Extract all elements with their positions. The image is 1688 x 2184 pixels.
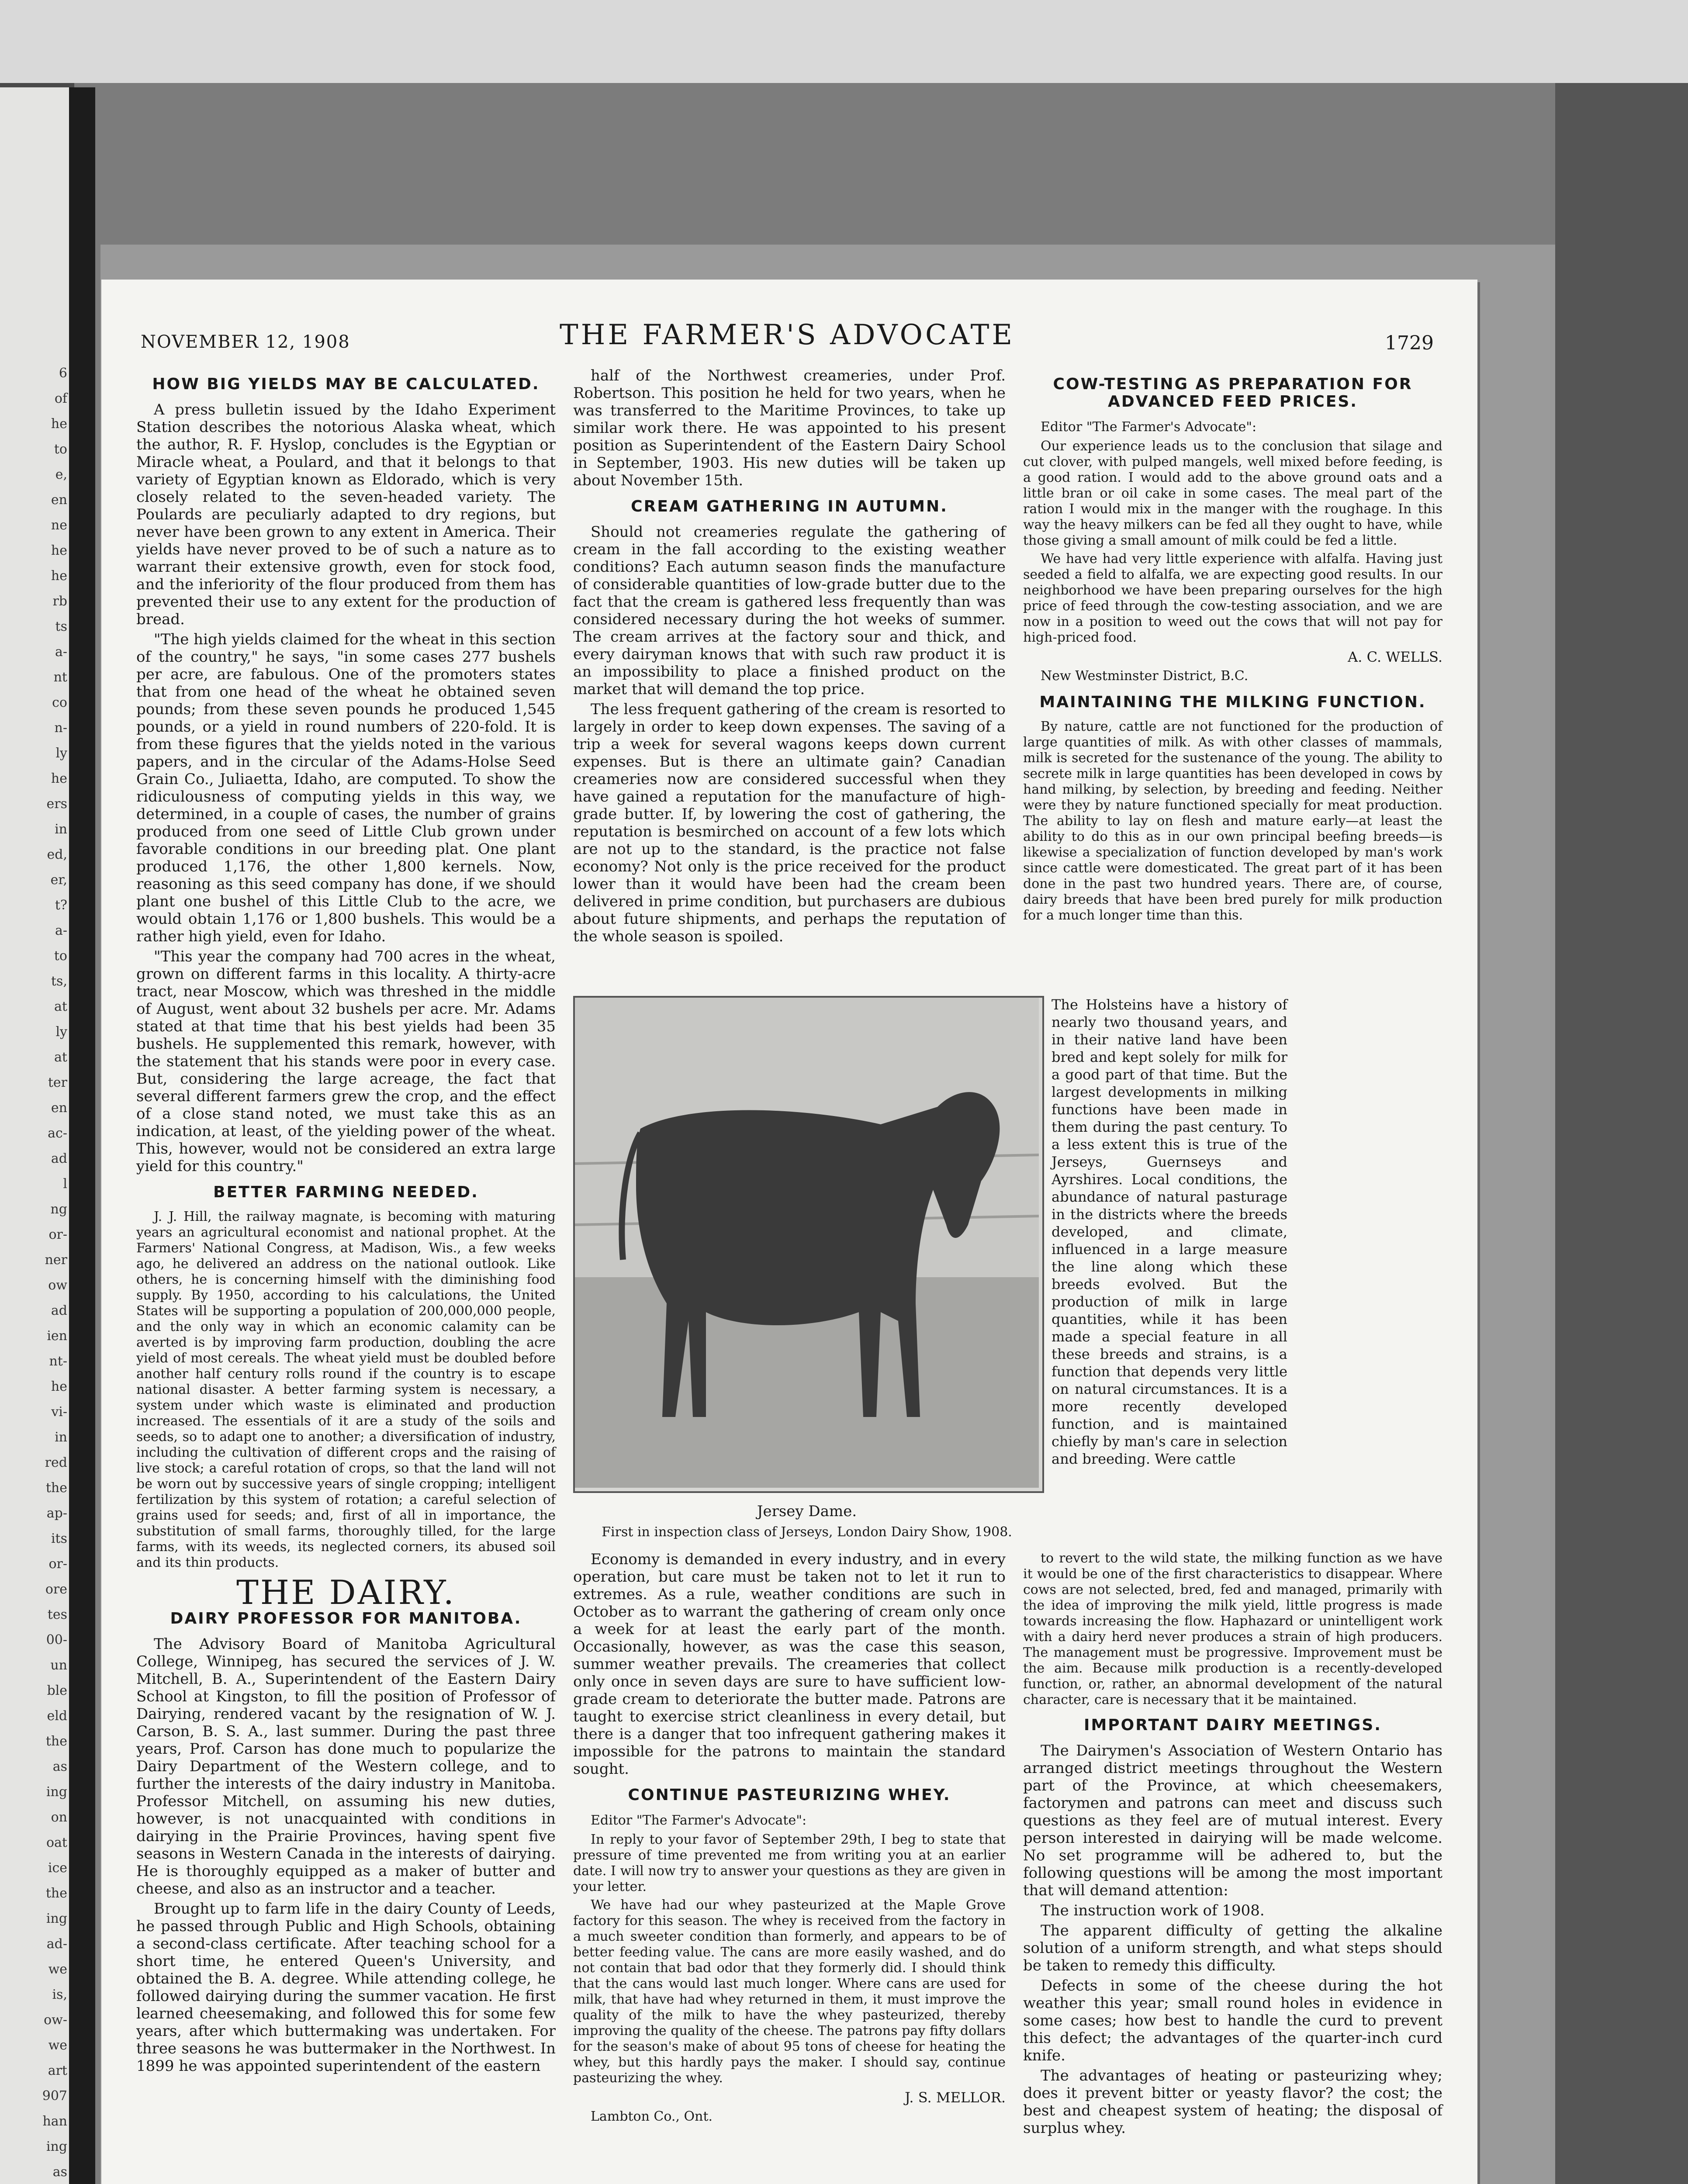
facing-page-fragment: ly: [55, 746, 67, 761]
letter-signature: A. C. WELLS.: [1348, 649, 1442, 665]
facing-page-fragment: or-: [48, 1227, 67, 1242]
article-paragraph: "The high yields claimed for the wheat in this section of the country," he says, "in some cases 277 bushels per acre, are fabulous. One of the promoters states that from one head of the wheat he obtained seven pounds; from these seven pounds he produced 1,545 pounds, or a yield in round numbers of 220-fold. It is from these figures that the yields noted in the various papers, and in the circular of the Adams-Holse Seed Grain Co., Juliaetta, Idaho, are computed. To show the ridiculousness of computing yields in this way, we determined, in a couple of cases, the number of grains produced from one seed of Little Club grown under favorable conditions in our breeding plat. One plant produced 1,176, the other 1,800 kernels. Now, reasoning as this seed company has done, if we should plant one bushel of this Little Club to the acre, we would obtain 1,176 or 1,800 bushels. This would be a rather high yield, even for Idaho.: [136, 631, 556, 945]
article-paragraph: The instruction work of 1908.: [1041, 1902, 1265, 1919]
article-paragraph: Should not creameries regulate the gathering of cream in the fall according to the existing weather conditions? Each autumn season finds the manufacture of considerable quantities of low-grade butter due to the fact that the cream is gathered less frequently than was considered necessary during the hot weeks of summer. The cream arrives at the factory sour and thick, and every dairyman knows that with such raw product it is an impossibility to place a finished product on the market that will demand the top price.: [573, 523, 1006, 698]
article-heading: IMPORTANT DAIRY MEETINGS.: [1084, 1716, 1382, 1734]
article-paragraph: In reply to your favor of September 29th, I beg to state that pressure of time prevented me from writing you at an earlier date. I will now try to answer your questions as they are given in your letter.: [573, 1832, 1006, 1894]
article-paragraph: to revert to the wild state, the milking function as we have it would be one of the first characteristics to disappear. Where cows are not selected, bred, fed and managed, primarily with the idea of improving the milk yield, little progress is made towards increasing the flow. Haphazard or unintelligent work with a dairy herd never produces a strain of high producers. The management must be progressive. Improvement must be the aim. Because milk production is a recently-developed function, or, rather, an abnormal development of the natural character, care is necessary that it be maintained.: [1023, 1551, 1442, 1707]
article-paragraph: "This year the company had 700 acres in the wheat, grown on different farms in this locality. A thirty-acre tract, near Moscow, which was threshed in the middle of August, went about 32 bushels per acre. Mr. Adams stated at that time that his best yields had been 35 bushels. He supplemented this remark, however, with the statement that his stands were poor in every case. But, considering the large acreage, the fact that several different farmers grew the crop, and the effect of a close stand noted, we must take this as an indication, at least, of the yielding power of the wheat. This, however, would not be considered an extra large yield for this country.": [136, 948, 556, 1175]
column-3-bottom: [1023, 1551, 1442, 2139]
editor-salutation: Editor "The Farmer's Advocate":: [1041, 419, 1257, 435]
facing-page-fragment: l: [63, 1176, 67, 1192]
issue-date: NOVEMBER 12, 1908: [141, 332, 350, 352]
facing-page-fragment: in: [55, 822, 67, 837]
facing-page-fragment: a-: [55, 644, 67, 660]
column-1: [136, 367, 556, 2077]
facing-page-fragment: ice: [48, 1860, 67, 1876]
facing-page-fragment: the: [45, 1480, 67, 1496]
article-heading: HOW BIG YIELDS MAY BE CALCULATED.: [152, 375, 540, 393]
letter-location: New Westminster District, B.C.: [1041, 668, 1249, 684]
letter-signature: J. S. MELLOR.: [905, 2089, 1006, 2106]
facing-page-fragment: ed,: [47, 847, 67, 862]
facing-page-fragment: ng: [50, 1202, 67, 1217]
figure-title: Jersey Dame.: [757, 1503, 857, 1520]
facing-page-fragment: ers: [46, 796, 67, 812]
facing-page-fragment: the: [45, 1886, 67, 1901]
newspaper-page: [101, 280, 1477, 2184]
article-paragraph: Economy is demanded in every industry, and in every operation, but care must be taken not to let it run to extremes. As a rule, weather conditions are such in October as to warrant the gathering of cream only once a week for at least the early part of the month. Occasionally, however, as was the case this season, summer weather prevails. The creameries that collect only once in seven days are sure to have sufficient low-grade cream to deteriorate the butter made. Patrons are taught to exercise strict cleanliness in every detail, but there is a danger that too infrequent gathering makes it impossible for the patrons to maintain the standard sought.: [573, 1551, 1006, 1778]
facing-page-fragment: e,: [55, 467, 67, 482]
article-heading: MAINTAINING THE MILKING FUNCTION.: [1039, 693, 1426, 711]
facing-page-fragment: 907: [42, 2088, 67, 2104]
book-gutter: [69, 87, 95, 2184]
facing-page-fragment: rb: [52, 594, 67, 609]
editor-salutation: Editor "The Farmer's Advocate":: [591, 1813, 807, 1828]
article-paragraph: The less frequent gathering of the cream is resorted to largely in order to keep down expenses. The saving of a trip a week for several wagons keeps down current expenses. But is there an ultimate gain? Canadian creameries now are considered successful when they have gained a reputation for the manufacture of high-grade butter. If, by lowering the cost of gathering, the reputation is besmirched on account of a few lots which are not up to the standard, is the practice not false economy? Not only is the price received for the product lower than it would have been had the cream been delivered in prime condition, but purchasers are dubious about future shipments, and perhaps the reputation of the whole season is spoiled.: [573, 701, 1006, 945]
masthead: THE FARMER'S ADVOCATE: [559, 319, 1015, 351]
article-paragraph: The Dairymen's Association of Western Ontario has arranged district meetings throughout the Western part of the Province, at which cheesemakers, factorymen and patrons can meet and discuss such questions as they feel are of mutual interest. Every person interested in dairying will be made welcome. No set programme will be adhered to, but the following questions will be among the most important that will demand attention:: [1023, 1742, 1442, 1899]
facing-page-fragment: ien: [47, 1328, 67, 1344]
facing-page-fragment: en: [51, 492, 67, 508]
facing-page-fragment: ap-: [46, 1506, 67, 1521]
facing-page-fragment: eld: [47, 1708, 67, 1724]
scan-frame-top: [0, 0, 1688, 83]
cow-silhouette-image: [575, 998, 1039, 1488]
facing-page-fragment: ne: [51, 518, 67, 533]
facing-page-fragment: ad-: [46, 1936, 67, 1952]
facing-page-fragment: the: [45, 1734, 67, 1749]
article-paragraph: We have had very little experience with alfalfa. Having just seeded a field to alfalfa, we are expecting good results. In our neighborhood we have been preparing ourselves for the high price of feed through the cow-testing association, and we are now in a position to weed out the cows that will not pay for high-priced food.: [1023, 551, 1442, 645]
article-paragraph: Our experience leads us to the conclusion that silage and cut clover, with pulped mangels, well mixed before feeding, is a good ration. I would add to the above ground oats and a little bran or oil cake in some cases. The meal part of the ration I would mix in the manger with the roughage. In this way the heavy milkers can be fed all they ought to have, while those giving a small amount of milk could be fed a little.: [1023, 439, 1442, 548]
column-3-top: [1023, 367, 1442, 926]
facing-page-fragment: ble: [47, 1683, 67, 1698]
facing-page-fragment: ing: [46, 1784, 67, 1800]
page-header: [141, 319, 1434, 354]
scan-film-edge-right: [1555, 83, 1688, 2184]
facing-page-fragment: is,: [52, 1987, 67, 2002]
facing-page-fragment: ow-: [44, 2012, 67, 2028]
facing-page-fragment: its: [51, 1531, 67, 1546]
facing-page-fragment: n-: [54, 720, 67, 736]
facing-page-fragment: he: [51, 416, 67, 432]
facing-page-fragment: tes: [47, 1607, 67, 1622]
article-heading: CREAM GATHERING IN AUTUMN.: [631, 498, 948, 515]
facing-page-fragment: in: [55, 1430, 67, 1445]
facing-page-fragment: ter: [48, 1075, 67, 1090]
facing-page-fragment: ore: [45, 1582, 67, 1597]
facing-page-fragment: or-: [48, 1556, 67, 1572]
jersey-cow-photograph: [573, 996, 1044, 1493]
facing-page-fragment: to: [54, 442, 67, 457]
facing-page-fragment: at: [54, 1050, 67, 1065]
facing-page-fragment: 00-: [46, 1632, 67, 1648]
article-heading: COW-TESTING AS PREPARATION FOR ADVANCED FEED PRICES.: [1053, 375, 1413, 411]
facing-page-fragment: ner: [45, 1252, 67, 1268]
facing-page-fragment: un: [50, 1658, 67, 1673]
facing-page-fragment: vi-: [51, 1404, 67, 1420]
facing-page-fragment: he: [51, 1379, 67, 1394]
article-heading: CONTINUE PASTEURIZING WHEY.: [628, 1786, 951, 1804]
facing-page-fragment: as: [52, 1759, 67, 1774]
facing-page-fragment: to: [54, 948, 67, 964]
column-2-top: [573, 367, 1006, 948]
facing-page-fragment: of: [54, 391, 67, 406]
facing-page-fragment: ad: [51, 1151, 67, 1166]
figure-caption: First in inspection class of Jerseys, London Dairy Show, 1908.: [602, 1524, 1012, 1540]
facing-page-fragment: ts,: [51, 974, 67, 989]
facing-page-fragment: oat: [46, 1835, 67, 1850]
facing-page-fragment: en: [51, 1100, 67, 1116]
facing-page-sliver: [0, 87, 70, 2184]
column-2-bottom: [573, 1551, 1006, 2130]
facing-page-fragment: ac-: [48, 1126, 67, 1141]
facing-page-fragment: ts: [55, 619, 67, 634]
article-paragraph: A press bulletin issued by the Idaho Experiment Station describes the notorious Alaska wheat, which the author, R. F. Hyslop, concludes is the Egyptian or Miracle wheat, a Poulard, and that it belongs to that variety of Egyptian known as Eldorado, which is very closely related to the seven-headed variety. The Poulards are peculiarly adapted to dry regions, but never have been grown to any extent in America. Their yields have never proved to be of such a nature as to warrant their extensive growth, even for stock food, and the inferiority of the flour produced from them has prevented their use to any extent for the production of bread.: [136, 401, 556, 628]
facing-page-fragment: he: [51, 568, 67, 584]
article-paragraph: Defects in some of the cheese during the hot weather this year; small round holes in evidence in some cases; how best to handle the curd to prevent this defect; the advantages of the quarter-inch curd knife.: [1023, 1977, 1442, 2064]
facing-page-fragment: he: [51, 771, 67, 786]
facing-page-fragment: red: [45, 1455, 67, 1470]
article-paragraph: The Advisory Board of Manitoba Agricultural College, Winnipeg, has secured the services of J. W. Mitchell, B. A., Superintendent of the Eastern Dairy School at Kingston, to fill the position of Professor of Dairying, rendered vacant by the resignation of W. J. Carson, B. S. A., last summer. During the past three years, Prof. Carson has done much to popularize the Dairy Department of the Western college, and to further the interests of the dairy industry in Manitoba. Professor Mitchell, on assuming his new duties, however, is not unacquainted with conditions in dairying in the Prairie Provinces, having spent five seasons in Western Canada in the interests of dairying. He is thoroughly equipped as a maker of butter and cheese, and also as an instructor and a teacher.: [136, 1635, 556, 1897]
facing-page-fragment: nt-: [49, 1354, 67, 1369]
facing-page-fragment: on: [51, 1810, 67, 1825]
facing-page-fragment: art: [48, 2063, 67, 2078]
facing-page-fragment: as: [52, 2164, 67, 2180]
article-heading: BETTER FARMING NEEDED.: [213, 1183, 479, 1201]
article-paragraph: half of the Northwest creameries, under Prof. Robertson. This position he held for two years, when he was transferred to the Maritime Provinces, to take up similar work there. He was appointed to his present position as Superintendent of the Eastern Dairy School in September, 1903. His new duties will be taken up about November 15th.: [573, 367, 1006, 489]
article-paragraph: The advantages of heating or pasteurizing whey; does it prevent bitter or yeasty flavor? the cost; the best and cheapest system of heating; the disposal of surplus whey.: [1023, 2067, 1442, 2137]
article-paragraph: J. J. Hill, the railway magnate, is becoming with maturing years an agricultural economist and national prophet. At the Farmers' National Congress, at Madison, Wis., a few weeks ago, he delivered an address on the national outlook. Like others, he is concerning himself with the diminishing food supply. By 1950, according to his calculations, the United States will be supporting a population of 200,000,000 people, and the only way in which an economic calamity can be averted is by improving farm production, doubling the acre yield of most cereals. The wheat yield must be doubled before another half century rolls round if the country is to escape national disaster. A better farming system is necessary, a system under which waste is eliminated and production increased. The essentials of it are a study of the soils and seeds, so to adapt one to another; a diversification of industry, including the cultivation of different crops and the raising of live stock; a careful rotation of crops, so that the land will not be worn out by successive years of single cropping; intelligent fertilization by this system of rotation; a careful selection of grains used for seeds; and, first of all in importance, the substitution of small farms, thoroughly tilled, for the large farms, with its weeds, its neglected corners, its abused soil and its thin products.: [136, 1209, 556, 1570]
facing-page-fragment: ing: [46, 2139, 67, 2154]
article-paragraph: Brought up to farm life in the dairy County of Leeds, he passed through Public and High Schools, obtaining a second-class certificate. After teaching school for a short time, he entered Queen's University, and obtained the B. A. degree. While attending college, he followed dairying during the summer vacation. He first learned cheesemaking, and followed this for some few years, after which buttermaking was undertaken. For three seasons he was buttermaker in the Northwest. In 1899 he was appointed superintendent of the eastern: [136, 1900, 556, 2075]
facing-page-fragment: ly: [55, 1024, 67, 1040]
section-heading: THE DAIRY.: [236, 1573, 456, 1612]
facing-page-fragment: han: [42, 2114, 67, 2129]
page-number: 1729: [1385, 332, 1434, 354]
letter-location: Lambton Co., Ont.: [591, 2109, 713, 2124]
facing-page-fragment: er,: [50, 872, 67, 888]
article-heading: DAIRY PROFESSOR FOR MANITOBA.: [170, 1610, 522, 1628]
facing-page-fragment: ing: [46, 1911, 67, 1926]
facing-page-fragment: t?: [55, 898, 67, 913]
facing-page-fragment: nt: [53, 670, 67, 685]
facing-page-fragment: a-: [55, 923, 67, 938]
article-paragraph: We have had our whey pasteurized at the Maple Grove factory for this season. The whey is received from the factory in a much sweeter condition than formerly, and appears to be of better feeding value. The cans are more easily washed, and do not contain that bad odor that they formerly did. I should think that the cans would last much longer. Where cans are used for milk, that have had whey returned in them, it must improve the quality of the milk to have the whey pasteurized, thereby improving the quality of the cheese. The patrons pay fifty dollars for the season's make of about 95 tons of cheese for heating the whey, but this hardly pays the maker. I should say, continue pasteurizing the whey.: [573, 1897, 1006, 2086]
wrapped-text-column: The Holsteins have a history of nearly two thousand years, and in their native land have been bred and kept solely for milk for a good part of that time. But the largest developments in milking functions have been made in them during the past century. To a less extent this is true of the Jerseys, Guernseys and Ayrshires. Local conditions, the abundance of natural pasturage in the districts where the breeds developed, and climate, influenced in a large measure the line along which these breeds evolved. But the production of milk in large quantities, while it has been made a special feature in all these breeds and strains, is a function that depends very little on natural circumstances. It is a more recently developed function, and is maintained chiefly by man's care in selection and breeding. Were cattle: [1052, 996, 1287, 1467]
facing-page-fragment: ow: [48, 1278, 67, 1293]
facing-page-fragment: 6: [59, 366, 67, 381]
facing-page-fragment: we: [48, 2038, 67, 2053]
facing-page-fragment: he: [51, 543, 67, 558]
facing-page-fragment: co: [52, 695, 67, 710]
article-paragraph: By nature, cattle are not functioned for the production of large quantities of milk. As with other classes of mammals, milk is secreted for the sustenance of the young. The ability to secrete milk in large quantities has been developed in cows by hand milking, by selection, by breeding and feeding. Neither were they by nature functioned specially for meat production. The ability to lay on flesh and mature early—at least the ability to do this as in our own principal beefing breeds—is likewise a specialization of function developed by man's work since cattle were domesticated. The great part of it has been done in the past two hundred years. There are, of course, dairy breeds that have been bred purely for milk production for a much longer time than this.: [1023, 719, 1442, 923]
article-paragraph: The apparent difficulty of getting the alkaline solution of a uniform strength, and what steps should be taken to remedy this difficulty.: [1023, 1922, 1442, 1974]
facing-page-fragment: at: [54, 999, 67, 1014]
facing-page-fragment: ad: [51, 1303, 67, 1318]
facing-page-fragment: we: [48, 1962, 67, 1977]
